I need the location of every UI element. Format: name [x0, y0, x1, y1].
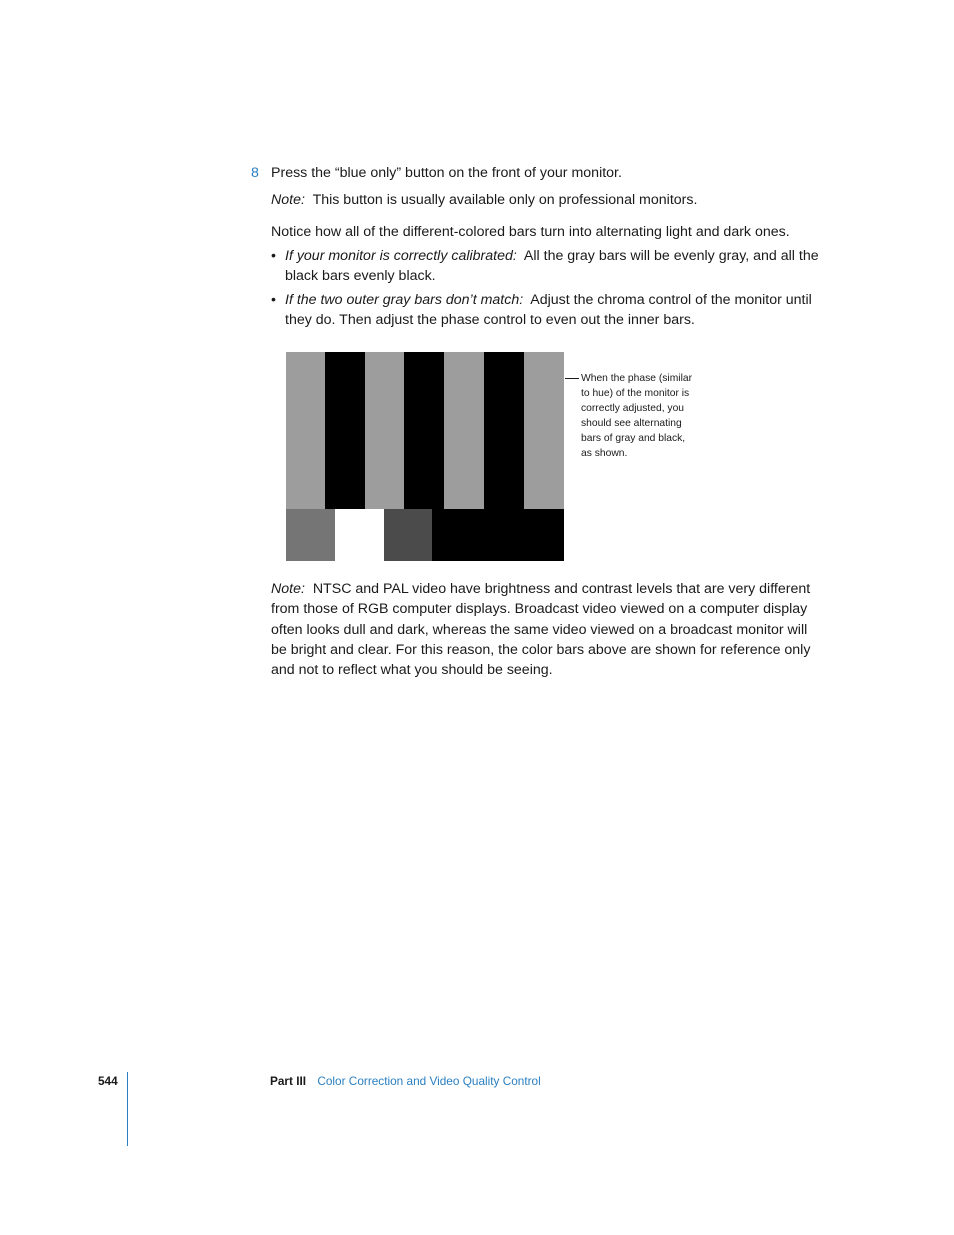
caption-line: When the phase (similar [581, 373, 693, 384]
note-2-line: often looks dull and dark, whereas the same video viewed on a broadcast monitor will [271, 621, 808, 638]
black-block [432, 509, 564, 561]
note-2 [271, 579, 831, 680]
mid-gray-block [286, 509, 335, 561]
page-number: 544 [98, 1074, 118, 1088]
footer-part-label: Part III [270, 1074, 307, 1088]
callout-line [565, 378, 579, 379]
note-2-text: NTSC and PAL video have brightness and contrast levels that are very different [312, 581, 811, 597]
footer-rule [127, 1072, 128, 1146]
bullet-2-lead: If the two outer gray bars don’t match: [285, 292, 524, 308]
bullet-1-line-1 [285, 246, 819, 266]
caption-line: should see alternating [581, 418, 682, 429]
note-2-line: be bright and clear. For this reason, the color bars above are shown for reference only [271, 641, 811, 658]
note-1-label: Note: [271, 192, 305, 208]
bullet-1-line-2: black bars evenly black. [285, 268, 436, 284]
footer-breadcrumb [270, 1074, 541, 1088]
caption-line: bars of gray and black, [581, 433, 686, 444]
gray-bar [365, 352, 404, 509]
bullet-2-text: Adjust the chroma control of the monitor until [530, 292, 812, 308]
step-text: Press the “blue only” button on the front of your monitor. [271, 165, 622, 181]
black-bar [484, 352, 524, 509]
gray-bar [444, 352, 484, 509]
notice-paragraph: Notice how all of the different-colored bars turn into alternating light and dark ones. [271, 224, 790, 240]
caption-line: to hue) of the monitor is [581, 388, 690, 399]
bullet-2-line-2: they do. Then adjust the phase control to even out the inner bars. [285, 312, 695, 328]
black-bar [325, 352, 365, 509]
black-bar [404, 352, 444, 509]
note-2-line: from those of RGB computer displays. Broadcast video viewed on a computer display [271, 601, 808, 618]
bullet-2-line-1 [285, 290, 812, 310]
caption-line: correctly adjusted, you [581, 403, 685, 414]
bullet-dot: • [271, 248, 276, 264]
gray-bar [286, 352, 325, 509]
gray-bar [524, 352, 564, 509]
note-2-line-1 [271, 579, 831, 599]
figure-caption [581, 371, 711, 461]
step-number-label: 8 [251, 165, 259, 181]
bullet-dot: • [271, 292, 276, 308]
note-2-line: and not to reflect what you should be seeing. [271, 662, 553, 679]
note-1-text: This button is usually available only on professional monitors. [312, 192, 698, 208]
bullet-1-text: All the gray bars will be evenly gray, and all the [523, 248, 819, 264]
color-bars-figure [286, 352, 564, 561]
caption-line: as shown. [581, 448, 628, 459]
dark-gray-block [384, 509, 432, 561]
white-block [335, 509, 384, 561]
bullet-1-lead: If your monitor is correctly calibrated: [285, 248, 517, 264]
step-number [251, 163, 259, 183]
note-1 [271, 190, 697, 210]
footer-chapter-link[interactable]: Color Correction and Video Quality Control [317, 1074, 541, 1088]
note-2-label: Note: [271, 581, 305, 597]
